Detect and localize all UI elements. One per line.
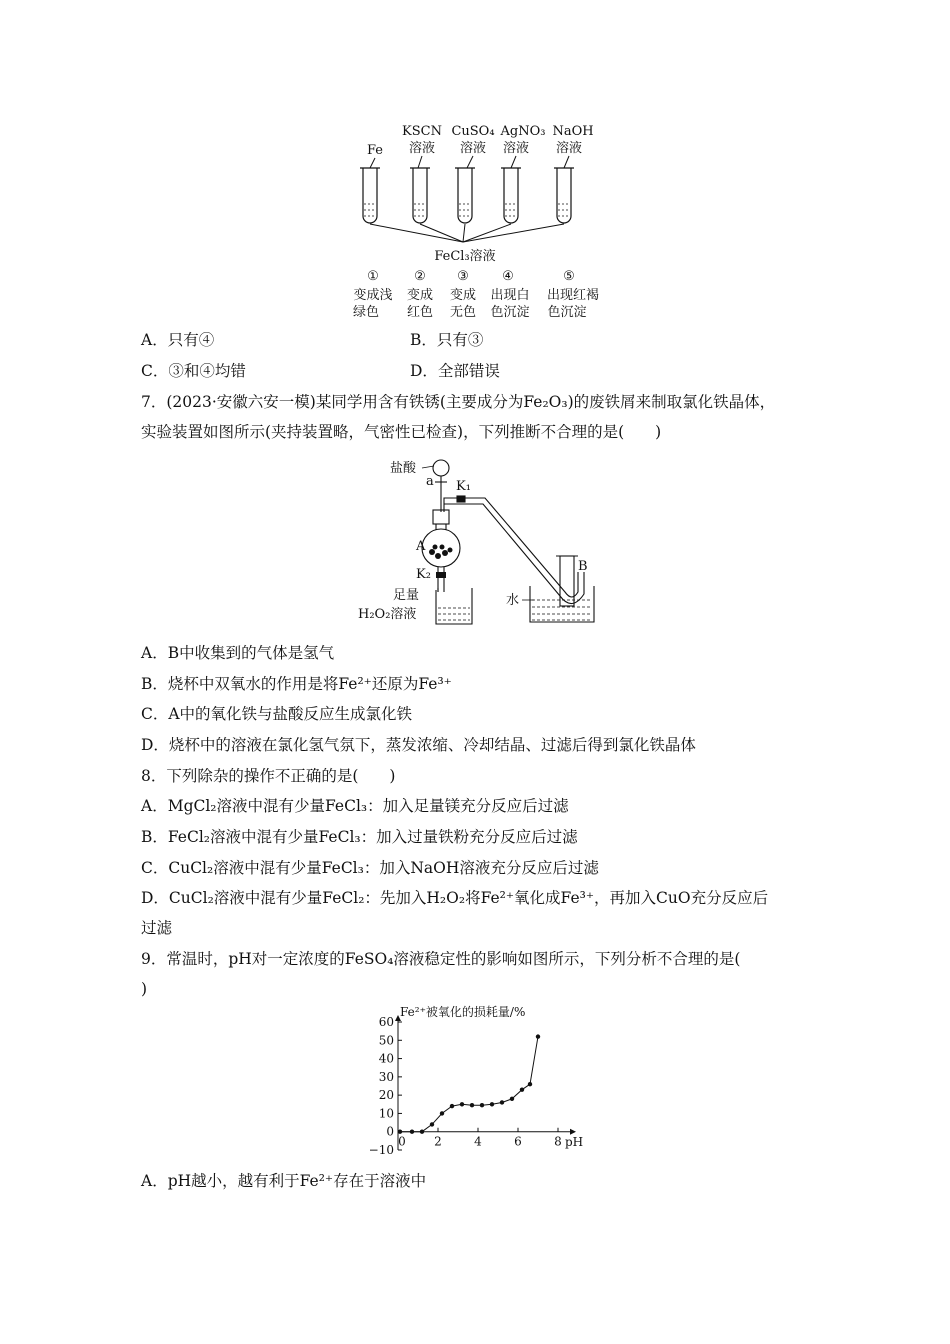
data-point bbox=[460, 1102, 464, 1106]
q8-option-c: C．CuCl₂溶液中混有少量FeCl₃：加入NaOH溶液充分反应后过滤 bbox=[141, 859, 599, 877]
data-point bbox=[528, 1082, 532, 1086]
valve-k1 bbox=[457, 496, 465, 502]
label-water: 水 bbox=[506, 593, 520, 608]
label-a: a bbox=[426, 474, 434, 489]
valve-k2 bbox=[436, 572, 446, 578]
result-5b: 色沉淀 bbox=[547, 305, 587, 320]
label-zuliang: 足量 bbox=[393, 588, 420, 603]
reagent-label-4b: 溶液 bbox=[502, 141, 530, 156]
q7-option-d: D．烧杯中的溶液在氯化氢气氛下，蒸发浓缩、冷却结晶、过滤后得到氯化铁晶体 bbox=[141, 736, 696, 754]
chart-series bbox=[398, 1034, 540, 1133]
delivery-tube bbox=[444, 498, 584, 604]
reagent-label-5b: 溶液 bbox=[555, 141, 583, 156]
y-tick-label: 0 bbox=[386, 1124, 394, 1139]
label-k2: K₂ bbox=[416, 567, 431, 582]
q9-stem-line1: 9．常温时，pH对一定浓度的FeSO₄溶液稳定性的影响如图所示，下列分析不合理的是( bbox=[141, 950, 741, 968]
label-B: B bbox=[578, 559, 588, 574]
data-point bbox=[430, 1122, 434, 1126]
result-5a: 出现红褐 bbox=[546, 288, 600, 303]
reagent-label-3a: CuSO₄ bbox=[451, 124, 495, 139]
trough-water bbox=[532, 600, 592, 620]
fecl3-apparatus-figure bbox=[350, 452, 610, 632]
x-tick-label: 2 bbox=[434, 1134, 442, 1149]
gas-cylinder-b bbox=[556, 556, 578, 606]
q8-option-a: A．MgCl₂溶液中混有少量FeCl₃：加入足量镁充分反应后过滤 bbox=[141, 797, 569, 815]
label-A: A bbox=[416, 539, 426, 554]
tube-number-1: ① bbox=[367, 269, 379, 284]
x-tick-label: 0 bbox=[398, 1134, 406, 1149]
result-4a: 出现白 bbox=[490, 288, 530, 303]
data-point bbox=[510, 1097, 514, 1101]
q6-option-a: A．只有④ bbox=[141, 331, 215, 349]
result-1a: 变成浅 bbox=[353, 288, 393, 303]
data-point bbox=[470, 1103, 474, 1107]
y-tick-label: 10 bbox=[378, 1106, 394, 1121]
reagent-label-3b: 溶液 bbox=[459, 141, 487, 156]
data-point bbox=[398, 1130, 402, 1134]
y-tick-label: −10 bbox=[368, 1143, 394, 1157]
result-3a: 变成 bbox=[449, 288, 477, 303]
x-tick-label: 8 bbox=[554, 1134, 562, 1149]
result-2b: 红色 bbox=[406, 305, 434, 320]
q9-option-a: A．pH越小，越有利于Fe²⁺存在于溶液中 bbox=[141, 1172, 427, 1190]
q7-option-c: C．A中的氧化铁与盐酸反应生成氯化铁 bbox=[141, 705, 413, 723]
y-tick-label: 20 bbox=[378, 1088, 394, 1103]
fecl3-label: FeCl₃溶液 bbox=[434, 249, 496, 264]
q7-option-b: B．烧杯中双氧水的作用是将Fe²⁺还原为Fe³⁺ bbox=[141, 675, 452, 693]
y-tick-label: 30 bbox=[378, 1069, 394, 1084]
q8-option-b: B．FeCl₂溶液中混有少量FeCl₃：加入过量铁粉充分反应后过滤 bbox=[141, 828, 578, 846]
fe2-loss-chart bbox=[360, 1002, 590, 1162]
tube-number-2: ② bbox=[414, 269, 426, 284]
tube-number-4: ④ bbox=[502, 269, 514, 284]
arrow-icon bbox=[370, 156, 569, 168]
q8-option-d-line2: 过滤 bbox=[141, 919, 173, 937]
result-2a: 变成 bbox=[406, 288, 434, 303]
reagent-label-2a: KSCN bbox=[402, 124, 442, 139]
data-point bbox=[490, 1102, 494, 1106]
reagent-label-2b: 溶液 bbox=[408, 141, 436, 156]
tube-number-3: ③ bbox=[457, 269, 469, 284]
x-tick-label: 4 bbox=[474, 1134, 482, 1149]
reagent-label-1: Fe bbox=[366, 143, 384, 158]
q7-option-a: A．B中收集到的气体是氢气 bbox=[141, 644, 335, 662]
chart-ylabel: Fe²⁺被氧化的损耗量/% bbox=[400, 1005, 526, 1019]
data-point bbox=[536, 1034, 540, 1038]
fecl3-tubes-figure bbox=[330, 118, 630, 323]
q6-option-c: C．③和④均错 bbox=[141, 362, 246, 380]
q7-stem-line2: 实验装置如图所示(夹持装置略，气密性已检查)，下列推断不合理的是( ) bbox=[141, 423, 662, 441]
data-point bbox=[500, 1100, 504, 1104]
reagent-label-4a: AgNO₃ bbox=[500, 124, 546, 139]
label-k1: K₁ bbox=[456, 479, 471, 494]
q6-option-d: D．全部错误 bbox=[410, 362, 500, 380]
data-point bbox=[450, 1104, 454, 1108]
tube-number-5: ⑤ bbox=[563, 269, 575, 284]
y-tick-label: 40 bbox=[378, 1051, 394, 1066]
iron-filings bbox=[429, 545, 453, 560]
series-line bbox=[400, 1037, 538, 1132]
data-point bbox=[410, 1130, 414, 1134]
chart-xlabel: pH bbox=[565, 1135, 584, 1149]
data-point bbox=[480, 1103, 484, 1107]
y-tick-label: 50 bbox=[378, 1033, 394, 1048]
label-h2o2: H₂O₂溶液 bbox=[358, 607, 417, 622]
result-1b: 绿色 bbox=[352, 305, 380, 320]
x-tick-label: 6 bbox=[514, 1134, 522, 1149]
q9-stem-line2: ) bbox=[141, 980, 148, 998]
q8-stem: 8．下列除杂的操作不正确的是( ) bbox=[141, 767, 396, 785]
tube-liquid bbox=[364, 204, 570, 216]
beaker bbox=[436, 588, 472, 624]
q6-option-b: B．只有③ bbox=[410, 331, 484, 349]
q8-option-d-line1: D．CuCl₂溶液中混有少量FeCl₂：先加入H₂O₂将Fe²⁺氧化成Fe³⁺，再加入CuO充分反应后 bbox=[141, 889, 769, 907]
y-tick-label: 60 bbox=[378, 1015, 394, 1029]
result-3b: 无色 bbox=[449, 305, 477, 320]
x-axis-arrow bbox=[570, 1129, 576, 1135]
reagent-label-5a: NaOH bbox=[552, 124, 594, 139]
acid-label: 盐酸 bbox=[390, 461, 417, 476]
converging-lines bbox=[370, 224, 564, 242]
data-point bbox=[440, 1111, 444, 1115]
data-point bbox=[420, 1130, 424, 1134]
result-4b: 色沉淀 bbox=[490, 305, 530, 320]
beaker-liquid bbox=[438, 608, 470, 620]
test-tubes bbox=[360, 168, 574, 223]
q7-stem-line1: 7．(2023·安徽六安一模)某同学用含有铁锈(主要成分为Fe₂O₃)的废铁屑来制取氯化铁晶体， bbox=[141, 393, 776, 411]
data-point bbox=[520, 1087, 524, 1091]
